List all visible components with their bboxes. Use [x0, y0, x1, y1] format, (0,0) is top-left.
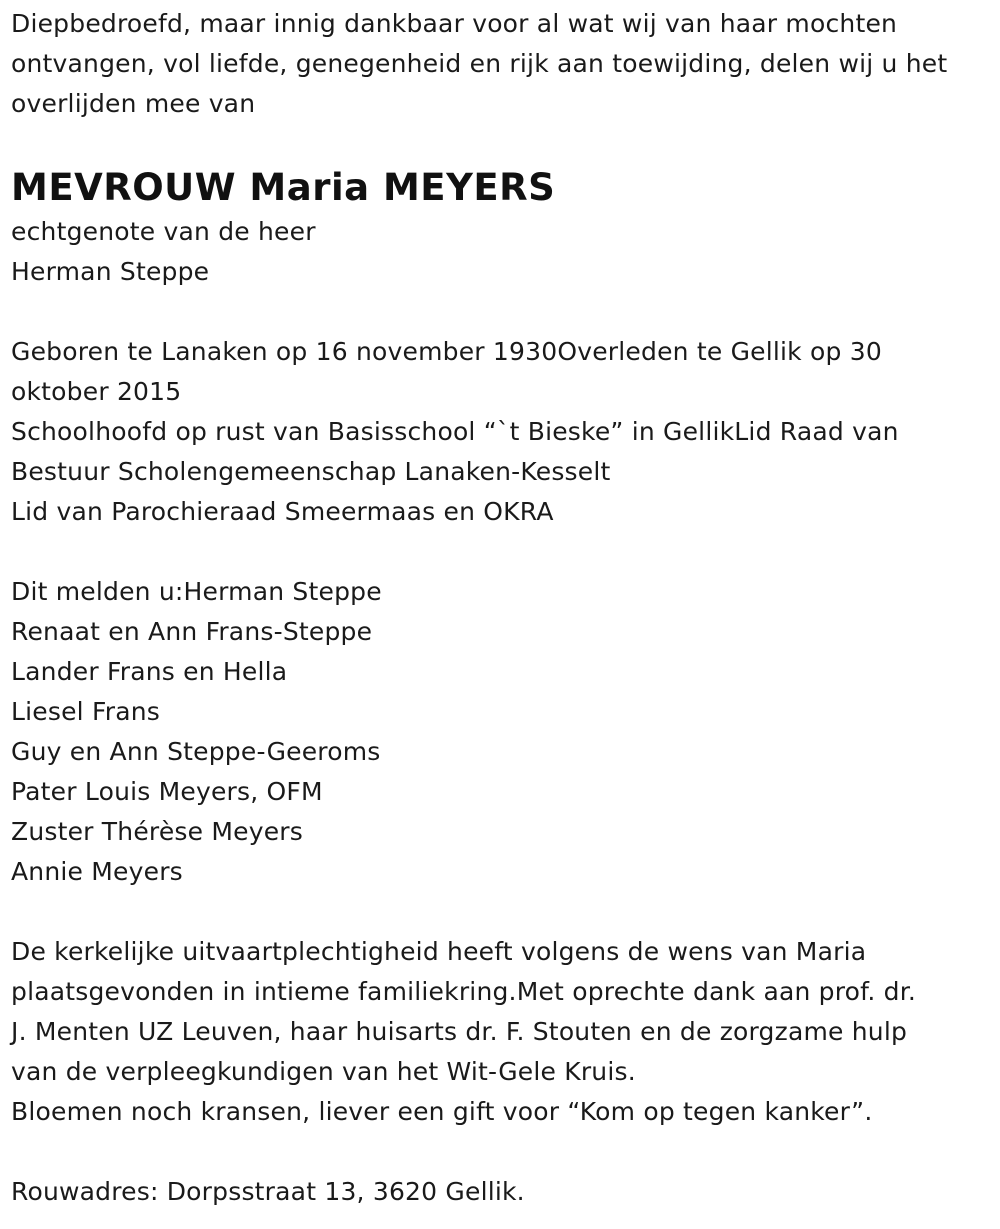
details-line: Geboren te Lanaken op 16 november 1930Overleden te Gellik op 30	[11, 337, 882, 366]
intro-line: Diepbedroefd, maar innig dankbaar voor al wat wij van haar mochten	[11, 9, 898, 38]
deceased-name: MEVROUW Maria MEYERS	[11, 166, 556, 209]
closing-line: J. Menten UZ Leuven, haar huisarts dr. F. Stouten en de zorgzame hulp	[11, 1017, 908, 1046]
funeral-address: Rouwadres: Dorpsstraat 13, 3620 Gellik.	[11, 1177, 525, 1206]
details-line: Schoolhoofd op rust van Basisschool “`t Bieske” in GellikLid Raad van	[11, 417, 899, 446]
spouse-name: Herman Steppe	[11, 257, 210, 286]
details-line: Lid van Parochieraad Smeermaas en OKRA	[11, 497, 554, 526]
spacer	[11, 292, 986, 332]
relation-text: echtgenote van de heer	[11, 217, 316, 246]
closing-line: Bloemen noch kransen, liever een gift voor “Kom op tegen kanker”.	[11, 1097, 873, 1126]
closing-line: van de verpleegkundigen van het Wit-Gele Kruis.	[11, 1057, 636, 1086]
intro-line: ontvangen, vol liefde, genegenheid en rijk aan toewijding, delen wij u het	[11, 49, 948, 78]
address-paragraph	[11, 1172, 986, 1212]
intro-line: overlijden mee van	[11, 89, 256, 118]
announcer-item: Annie Meyers	[11, 857, 183, 886]
announcer-item: Dit melden u:Herman Steppe	[11, 577, 382, 606]
closing-line: plaatsgevonden in intieme familiekring.Met oprechte dank aan prof. dr.	[11, 977, 917, 1006]
spacer	[11, 892, 986, 932]
announcer-item: Guy en Ann Steppe-Geeroms	[11, 737, 381, 766]
announcer-item: Pater Louis Meyers, OFM	[11, 777, 323, 806]
announcer-item: Lander Frans en Hella	[11, 657, 288, 686]
announcer-item: Liesel Frans	[11, 697, 160, 726]
spacer	[11, 532, 986, 572]
deceased-block	[11, 164, 986, 292]
spacer	[11, 124, 986, 164]
spacer	[11, 1132, 986, 1172]
announcers-list	[11, 572, 986, 892]
details-line: oktober 2015	[11, 377, 182, 406]
closing-line: De kerkelijke uitvaartplechtigheid heeft volgens de wens van Maria	[11, 937, 867, 966]
announcer-item: Zuster Thérèse Meyers	[11, 817, 303, 846]
obituary-document	[11, 4, 986, 1212]
intro-paragraph	[11, 4, 986, 124]
announcer-item: Renaat en Ann Frans-Steppe	[11, 617, 373, 646]
details-paragraph	[11, 332, 986, 532]
details-line: Bestuur Scholengemeenschap Lanaken-Kesselt	[11, 457, 611, 486]
closing-paragraph	[11, 932, 986, 1132]
